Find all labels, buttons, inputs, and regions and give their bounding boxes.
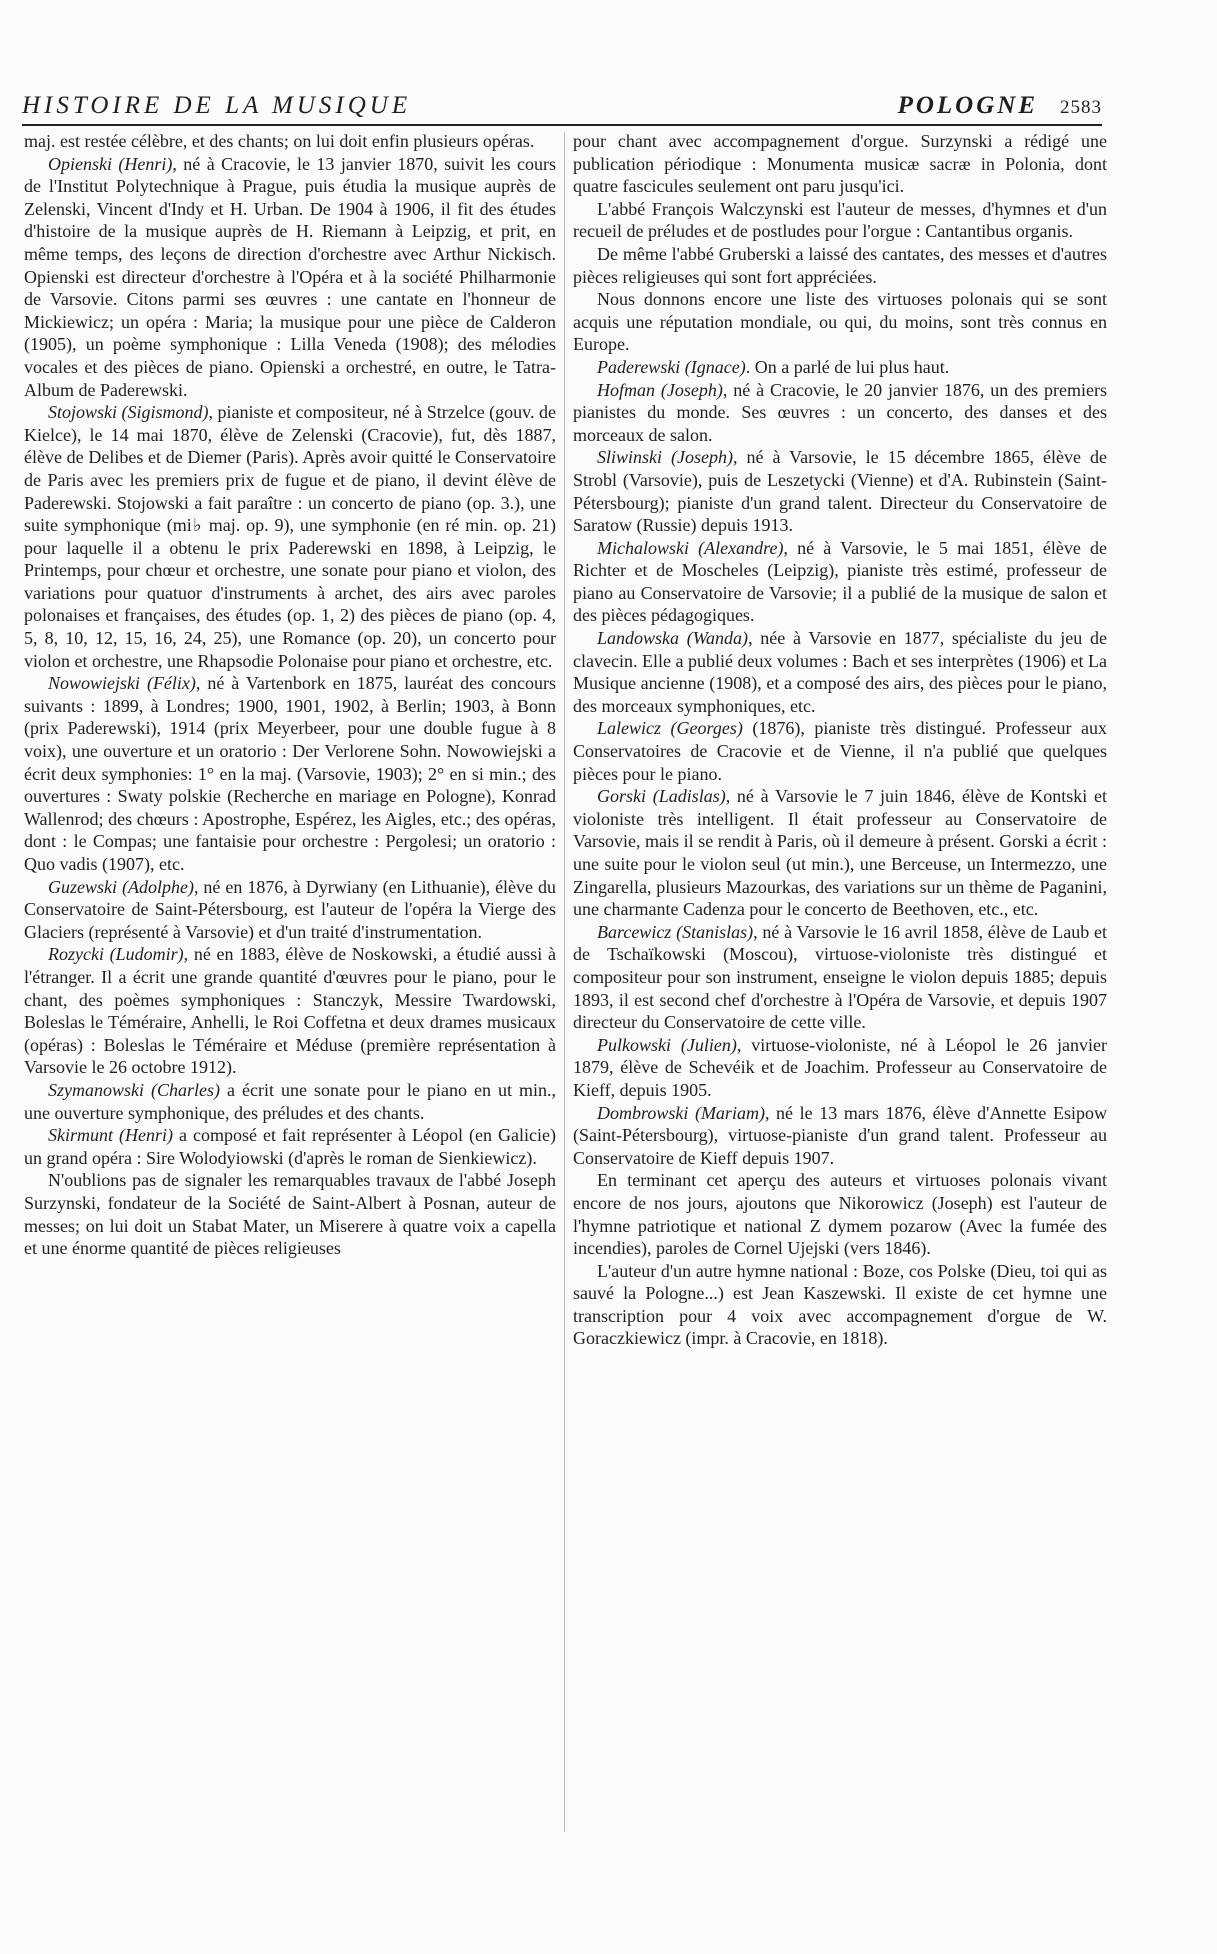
entry-text: N'oublions pas de signaler les remarquables travaux de l'abbé Joseph Surzynski, fondateur de la Société de Saint-Albert à Posnan, auteur de messes; on lui doit un Stabat Mater, un Miserere à quatre voix a capella et une énorme quantité de pièces religieuses (24, 1170, 556, 1259)
paragraph (573, 717, 1107, 785)
entry-text: a composé et fait représenter à Léopol (en Galicie) un grand opéra : Sire Wolodyiowski (d'après le roman de Sienkiewicz). (24, 1125, 556, 1168)
entry-text: , pianiste et compositeur, né à Strzelce (gouv. de Kielce), le 14 mai 1870, élève de Zelenski (Cracovie), fut, dès 1887, élève de Delibes et de Diemer (Paris). Après avoir quitté le Conservatoire de Paris avec les premiers prix de fugue et de piano, il devint élève de Paderewski. Stojowski a fait paraître : un concerto de piano (op. 3.), une suite symphonique (mi♭ maj. op. 9), une symphonie (en ré min. op. 21) pour laquelle il a obtenu le prix Paderewski en 1898, à Leipzig, le Printemps, pour chœur et orchestre, une sonate pour piano et violon, des variations pour quatuor d'instruments à archet, des airs avec paroles polonaises et françaises, des études (op. 1, 2) des pièces de piano (op. 4, 5, 8, 10, 12, 15, 16, 24, 25), une Romance (op. 20), un concerto pour violon et orchestre, une Rhapsodie Polonaise pour piano et orchestre, etc. (24, 402, 556, 671)
entry-name: Nowowiejski (Félix) (48, 673, 196, 694)
entry-text: , né à Varsovie, le 15 décembre 1865, élève de Strobl (Varsovie), puis de Leszetycki (Vienne) et d'A. Rubinstein (Saint-Pétersbourg); pianiste d'un grand talent. Directeur du Conservatoire de Saratow (Russie) depuis 1913. (573, 447, 1107, 536)
entry-text: . On a parlé de lui plus haut. (745, 356, 950, 377)
paragraph (573, 198, 1107, 243)
paragraph (24, 1124, 556, 1169)
entry-text: , né en 1883, élève de Noskowski, a étudié aussi à l'étranger. Il a écrit une grande quantité d'œuvres pour le piano, pour le chant, des poèmes symphoniques : Stanczyk, Messire Twardowski, Boleslas le Téméraire, Anhelli, le Roi Coffetna et deux drames musicaux (opéras) : Boleslas le Téméraire et Méduse (première représentation à Varsovie le 26 octobre 1912). (24, 944, 556, 1078)
entry-text: a écrit une sonate pour le piano en ut min., une ouverture symphonique, des préludes et des chants. (24, 1079, 556, 1123)
paragraph (573, 1260, 1107, 1350)
entry-text: , né à Cracovie, le 20 janvier 1876, un des premiers pianistes du monde. Ses œuvres : un concerto, des danses et des morceaux de salon. (573, 379, 1107, 445)
paragraph (573, 785, 1107, 921)
paragraph (24, 943, 556, 1079)
entry-text: , virtuose-violoniste, né à Léopol le 26 janvier 1879, élève de Schevéik et de Joachim. Professeur au Conservatoire de Kieff, depuis 1905. (573, 1034, 1107, 1100)
right-column (573, 130, 1107, 1350)
paragraph (24, 153, 556, 402)
section-name: POLOGNE (897, 92, 1038, 119)
paragraph (573, 243, 1107, 288)
entry-name: Michalowski (Alexandre) (597, 537, 784, 558)
paragraph (24, 876, 556, 944)
left-column (24, 130, 556, 1260)
entry-text: Nous donnons encore une liste des virtuoses polonais qui se sont acquis une réputation mondiale, ou qui, du moins, sont très connus en Europe. (573, 289, 1107, 355)
entry-text: L'auteur d'un autre hymne national : Boze, cos Polske (Dieu, toi qui as sauvé la Pologne...) est Jean Kaszewski. Il existe de cet hymne une transcription pour 4 voix avec accompagnement d'orgue de W. Goraczkiewicz (impr. à Cracovie, en 1818). (573, 1260, 1107, 1349)
entry-text: maj. est restée célèbre, et des chants; on lui doit enfin plusieurs opéras. (24, 131, 535, 151)
entry-text: De même l'abbé Gruberski a laissé des cantates, des messes et d'autres pièces religieuses qui sont fort appréciées. (573, 243, 1107, 287)
paragraph (24, 672, 556, 875)
entry-name: Pulkowski (Julien) (597, 1034, 737, 1055)
paragraph (573, 356, 1107, 379)
entry-name: Rozycki (Ludomir) (48, 944, 184, 965)
entry-name: Gorski (Ladislas) (597, 786, 726, 807)
entry-name: Barcewicz (Stanislas) (597, 921, 754, 942)
entry-name: Dombrowski (Mariam) (597, 1102, 765, 1123)
entry-name: Sliwinski (Joseph) (597, 447, 733, 468)
entry-text: , né à Varsovie le 7 juin 1846, élève de Kontski et violoniste très intelligent. Il était professeur au Conservatoire de Varsovie, mais il se rendit à Paris, où il demeure à présent. Gorski a écrit : une suite pour le violon seul (ut min.), une Berceuse, un Intermezzo, une Zingarella, plusieurs Mazourkas, des variations sur un thème de Paganini, une charmante Cadenza pour le concerto de Beethoven, etc., etc. (573, 786, 1107, 920)
entry-text: , né à Cracovie, le 13 janvier 1870, suivit les cours de l'Institut Polytechnique à Prague, puis étudia la musique auprès de Zelenski, Vincent d'Indy et H. Urban. De 1904 à 1906, il fit des études d'histoire de la musique auprès de H. Riemann à Leipzig, et prit, en même temps, des leçons de direction d'orchestre avec Arthur Nickisch. Opienski est directeur d'orchestre à l'Opéra et à la société Philharmonie de Varsovie. Citons parmi ses œuvres : une cantate en l'honneur de Mickiewicz; un opéra : Maria; la musique pour une pièce de Calderon (1905), un poème symphonique : Lilla Veneda (1908); des mélodies vocales et des pièces de piano. Opienski a orchestré, en outre, le Tatra-Album de Paderewski. (24, 153, 556, 400)
column-divider (564, 132, 565, 1832)
paragraph (24, 130, 556, 153)
entry-name: Hofman (Joseph) (597, 379, 723, 400)
entry-name: Skirmunt (Henri) (48, 1125, 173, 1146)
paragraph (573, 379, 1107, 447)
section-title (898, 92, 1102, 120)
entry-text: pour chant avec accompagnement d'orgue. Surzynski a rédigé une publication périodique : Monumenta musicæ sacræ in Polonia, dont quatre fascicules seulement ont paru jusqu'ici. (573, 131, 1107, 197)
entry-text: , né à Varsovie le 16 avril 1858, élève de Laub et de Tschaïkowski (Moscou), virtuose-violoniste très distingué et compositeur pour son instrument, enseigne le violon depuis 1885; depuis 1893, il est second chef d'orchestre à l'Opéra de Varsovie, et depuis 1907 directeur du Conservatoire de cette ville. (573, 921, 1108, 1033)
entry-name: Guzewski (Adolphe) (48, 876, 194, 897)
entry-name: Opienski (Henri) (48, 153, 173, 174)
entry-text: , né le 13 mars 1876, élève d'Annette Esipow (Saint-Pétersbourg), virtuose-pianiste d'un grand talent. Professeur au Conservatoire de Kieff depuis 1907. (573, 1102, 1107, 1168)
entry-text: L'abbé François Walczynski est l'auteur de messes, d'hymnes et d'un recueil de préludes et de postludes pour l'orgue : Cantantibus organis. (573, 198, 1107, 242)
paragraph (573, 1034, 1107, 1102)
paragraph (573, 1169, 1107, 1259)
entry-name: Stojowski (Sigismond) (48, 402, 209, 423)
entry-text: (1876), pianiste très distingué. Professeur aux Conservatoires de Cracovie et de Vienne, il n'a publié que quelques pièces pour le piano. (573, 718, 1108, 784)
book-title: HISTOIRE DE LA MUSIQUE (22, 92, 412, 119)
paragraph (573, 446, 1107, 536)
paragraph (573, 1102, 1107, 1170)
paragraph (24, 1169, 556, 1259)
entry-name: Lalewicz (Georges) (597, 718, 743, 739)
entry-text: , né en 1876, à Dyrwiany (en Lithuanie), élève du Conservatoire de Saint-Pétersbourg, est l'auteur de l'opéra la Vierge des Glaciers (représenté à Varsovie) et d'un traité d'instrumentation. (24, 876, 557, 942)
entry-text: , né à Varsovie, le 5 mai 1851, élève de Richter et de Moscheles (Leipzig), pianiste très estimé, professeur de piano au Conservatoire de Varsovie; il a publié de la musique de salon et des pièces pédagogiques. (573, 537, 1108, 626)
paragraph (573, 921, 1107, 1034)
paragraph (573, 627, 1107, 717)
entry-name: Szymanowski (Charles) (48, 1079, 220, 1100)
entry-text: , né à Vartenbork en 1875, lauréat des concours suivants : 1899, à Londres; 1900, 1901, 1902, à Berlin; 1903, à Bonn (prix Paderewski), 1914 (prix Meyerbeer, pour une double fugue à 8 voix), une ouverture et un oratorio : Der Verlorene Sohn. Nowowiejski a écrit deux symphonies: 1° en la maj. (Varsovie, 1903); 2° en si min.; des ouvertures : Swaty polskie (Recherche en mariage en Pologne), Konrad Wallenrod; des chœurs : Apostrophe, Espérez, les Aigles, etc.; des opéras, dont : le Compas; une fantaisie pour orchestre : Pergolesi; un oratorio : Quo vadis (1907), etc. (24, 673, 556, 874)
paragraph (24, 401, 556, 672)
paragraph (573, 537, 1107, 627)
entry-text: , née à Varsovie en 1877, spécialiste du jeu de clavecin. Elle a publié deux volumes : Bach et ses interprètes (1906) et La Musique ancienne (1908), et a composé des airs, des pièces pour le piano, des morceaux symphoniques, etc. (573, 628, 1107, 716)
page-number: 2583 (1060, 97, 1102, 118)
paragraph (573, 130, 1107, 198)
entry-name: Landowska (Wanda) (597, 628, 749, 649)
running-header (22, 90, 1102, 126)
paragraph (573, 288, 1107, 356)
paragraph (24, 1079, 556, 1124)
entry-text: En terminant cet aperçu des auteurs et virtuoses polonais vivant encore de nos jours, ajoutons que Nikorowicz (Joseph) est l'auteur de l'hymne patriotique et national Z dymem pozarow (Avec la fumée des incendies), paroles de Cornel Ujejski (vers 1846). (573, 1170, 1107, 1259)
entry-name: Paderewski (Ignace) (597, 356, 746, 377)
